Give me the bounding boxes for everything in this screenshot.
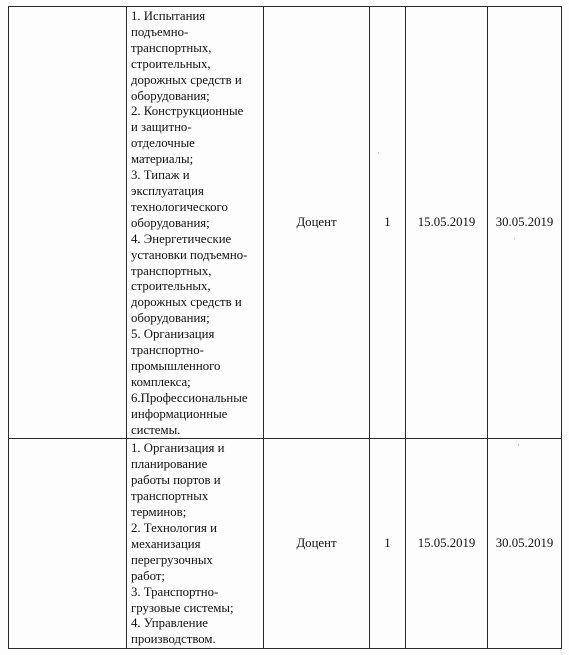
discipline-line: системы. bbox=[131, 422, 181, 437]
discipline-line: механизация bbox=[131, 536, 201, 551]
discipline-line: 1. Организация и bbox=[131, 441, 225, 456]
disciplines-list bbox=[127, 439, 263, 648]
count-cell: 1 bbox=[370, 439, 406, 649]
discipline-line: установки подъемно- bbox=[131, 247, 248, 262]
count-cell: 1 bbox=[370, 7, 406, 439]
disciplines-list bbox=[127, 7, 263, 438]
discipline-line: работы портов и bbox=[131, 473, 221, 488]
discipline-line: 1. Испытания bbox=[131, 9, 206, 23]
empty-cell bbox=[9, 439, 127, 649]
discipline-line: 3. Транспортно- bbox=[131, 584, 219, 599]
discipline-line: 3. Типаж и bbox=[131, 168, 190, 183]
discipline-line: промышленного bbox=[131, 358, 221, 373]
scan-speck: · bbox=[517, 440, 520, 450]
discipline-line: и защитно- bbox=[131, 120, 192, 135]
discipline-line: строительных, bbox=[131, 56, 211, 71]
discipline-line: эксплуатация bbox=[131, 183, 204, 198]
disciplines-cell bbox=[127, 439, 264, 649]
start-date-cell: 15.05.2019 bbox=[406, 439, 488, 649]
position-cell: Доцент bbox=[264, 439, 370, 649]
table-row bbox=[9, 7, 562, 439]
vacancy-table bbox=[8, 6, 562, 649]
discipline-line: грузовые системы; bbox=[131, 600, 234, 615]
table-row bbox=[9, 439, 562, 649]
discipline-line: информационные bbox=[131, 406, 228, 421]
empty-cell bbox=[9, 7, 127, 439]
discipline-line: транспортных, bbox=[131, 263, 212, 278]
discipline-line: дорожных средств и bbox=[131, 72, 242, 87]
discipline-line: 4. Энергетические bbox=[131, 231, 232, 246]
end-date-cell: 30.05.2019 bbox=[488, 7, 562, 439]
discipline-line: технологического bbox=[131, 199, 228, 214]
discipline-line: терминов; bbox=[131, 505, 187, 520]
discipline-line: 6.Профессиональные bbox=[131, 390, 248, 405]
end-date-cell: 30.05.2019 bbox=[488, 439, 562, 649]
discipline-line: транспортно- bbox=[131, 343, 204, 358]
discipline-line: транспортных bbox=[131, 489, 209, 504]
position-cell: Доцент bbox=[264, 7, 370, 439]
discipline-line: производством. bbox=[131, 632, 216, 647]
discipline-line: работ; bbox=[131, 568, 165, 583]
discipline-line: отделочные bbox=[131, 136, 195, 151]
discipline-line: подъемно- bbox=[131, 24, 189, 39]
discipline-line: оборудования; bbox=[131, 88, 210, 103]
start-date-cell: 15.05.2019 bbox=[406, 7, 488, 439]
discipline-line: перегрузочных bbox=[131, 552, 213, 567]
discipline-line: комплекса; bbox=[131, 374, 191, 389]
discipline-line: дорожных средств и bbox=[131, 295, 242, 310]
discipline-line: 2. Конструкционные bbox=[131, 104, 244, 119]
scan-speck: ˒ bbox=[513, 232, 516, 242]
discipline-line: строительных, bbox=[131, 279, 211, 294]
discipline-line: 2. Технология и bbox=[131, 521, 217, 535]
discipline-line: планирование bbox=[131, 457, 208, 472]
discipline-line: оборудования; bbox=[131, 311, 210, 326]
discipline-line: материалы; bbox=[131, 152, 194, 167]
discipline-line: оборудования; bbox=[131, 215, 210, 230]
discipline-line: 4. Управление bbox=[131, 616, 208, 631]
discipline-line: 5. Организация bbox=[131, 327, 215, 342]
discipline-line: транспортных, bbox=[131, 40, 212, 55]
scan-speck: · bbox=[377, 148, 380, 158]
disciplines-cell bbox=[127, 7, 264, 439]
